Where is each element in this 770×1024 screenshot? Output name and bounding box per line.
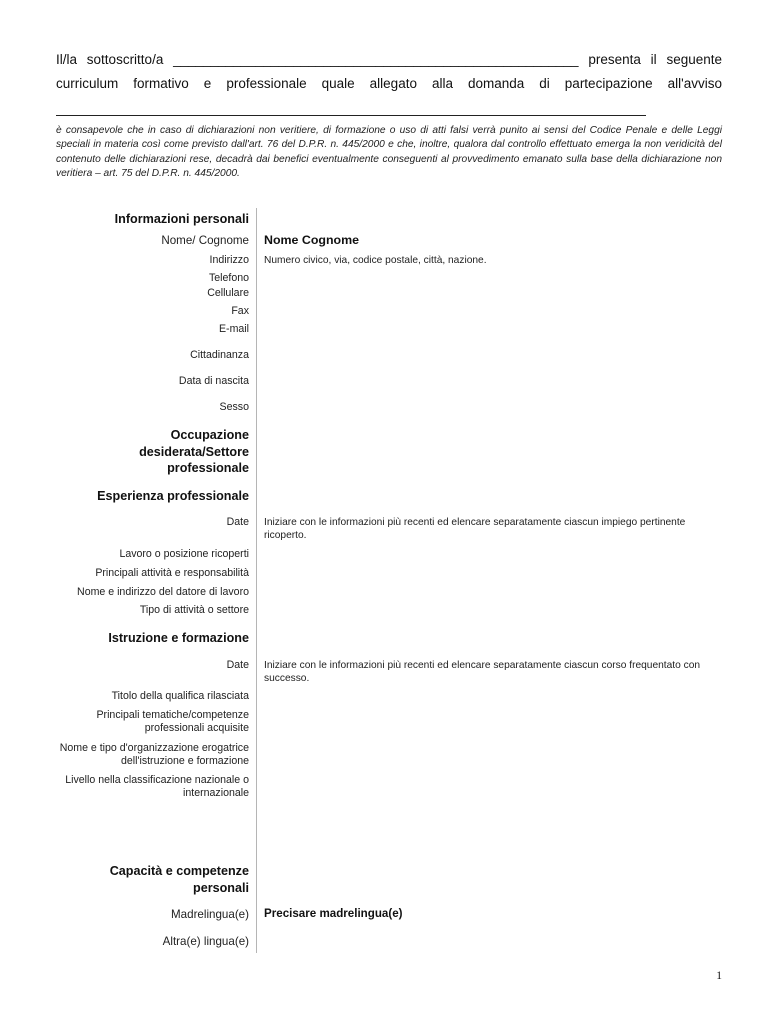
mother-tongue-value: Precisare madrelingua(e) <box>264 907 403 920</box>
mobile-label: Cellulare <box>207 287 249 299</box>
sex-label: Sesso <box>219 401 249 413</box>
occupation-heading: Occupazione desiderata/Settore professionale <box>139 428 249 475</box>
experience-dates-value: Iniziare con le informazioni più recenti ed elencare separatamente ciascun impiego pertinente ricoperto. <box>264 517 686 542</box>
intro-word: quale <box>321 76 355 91</box>
education-dates-label: Date <box>226 659 249 671</box>
employer-label: Nome e indirizzo del datore di lavoro <box>77 586 249 598</box>
intro-word: Il/la <box>56 52 78 67</box>
page-number: 1 <box>716 970 722 982</box>
skills-heading: Capacità e competenze personali <box>109 864 249 895</box>
name-label: Nome/ Cognome <box>161 234 249 247</box>
intro-word: il <box>650 52 657 67</box>
experience-dates-label: Date <box>226 516 249 528</box>
intro-word: seguente <box>666 52 722 67</box>
intro-word: di <box>539 76 550 91</box>
other-languages-label: Altra(e) lingua(e) <box>162 935 249 948</box>
intro-word: presenta <box>588 52 641 67</box>
personal-info-heading: Informazioni personali <box>114 212 249 226</box>
column-divider <box>256 208 257 953</box>
education-heading: Istruzione e formazione <box>108 631 249 645</box>
qualification-label: Titolo della qualifica rilasciata <box>111 690 249 702</box>
citizenship-label: Cittadinanza <box>190 349 249 361</box>
intro-word: domanda <box>467 76 525 91</box>
address-label: Indirizzo <box>209 254 249 266</box>
intro-word: partecipazione <box>564 76 653 91</box>
phone-label: Telefono <box>208 272 249 284</box>
experience-heading: Esperienza professionale <box>97 489 249 503</box>
intro-line-1 <box>56 52 722 67</box>
fax-label: Fax <box>231 305 249 317</box>
activities-label: Principali attività e responsabilità <box>95 567 249 579</box>
intro-word: professionale <box>226 76 307 91</box>
address-value: Numero civico, via, codice postale, città, nazione. <box>264 255 487 266</box>
intro-line-2 <box>56 76 722 91</box>
education-dates-value: Iniziare con le informazioni più recenti ed elencare separatamente ciascun corso frequentato con successo. <box>264 660 701 685</box>
intro-word: allegato <box>369 76 417 91</box>
name-blank-line: ______________________________________________________ <box>173 52 579 67</box>
intro-word: all'avviso <box>667 76 722 91</box>
disclaimer-text: è consapevole che in caso di dichiarazioni non veritiere, di formazione o uso di atti falsi verrà punito ai sensi del Codice Penale e delle Leggi speciali in materia così come previsto dall'art. 76 del D.P.R. n. 445/2000 e che, inoltre, qualora dal controllo effettuato emerga la non veridicità del contenuto delle dichiarazioni rese, decadrà dai benefici eventualmente conseguenti al provvedimento emanato sulla base della dichiarazione non veritiera – art. 75 del D.P.R. n. 445/2000. <box>56 125 722 180</box>
email-label: E-mail <box>218 323 249 335</box>
name-value: Nome Cognome <box>264 233 359 247</box>
sector-label: Tipo di attività o settore <box>139 604 249 616</box>
intro-word: curriculum <box>56 76 119 91</box>
intro-word: sottoscritto/a <box>86 52 164 67</box>
organisation-label: Nome e tipo d'organizzazione erogatrice dell'istruzione e formazione <box>59 742 249 767</box>
intro-word: formativo <box>133 76 189 91</box>
level-label: Livello nella classificazione nazionale o internazionale <box>65 774 249 799</box>
mother-tongue-label: Madrelingua(e) <box>171 908 249 921</box>
intro-word: e <box>203 76 212 91</box>
subjects-label: Principali tematiche/competenze professionali acquisite <box>96 709 249 734</box>
intro-word: alla <box>431 76 453 91</box>
position-label: Lavoro o posizione ricoperti <box>119 548 249 560</box>
birthdate-label: Data di nascita <box>178 375 249 387</box>
avviso-blank-line <box>56 115 646 116</box>
